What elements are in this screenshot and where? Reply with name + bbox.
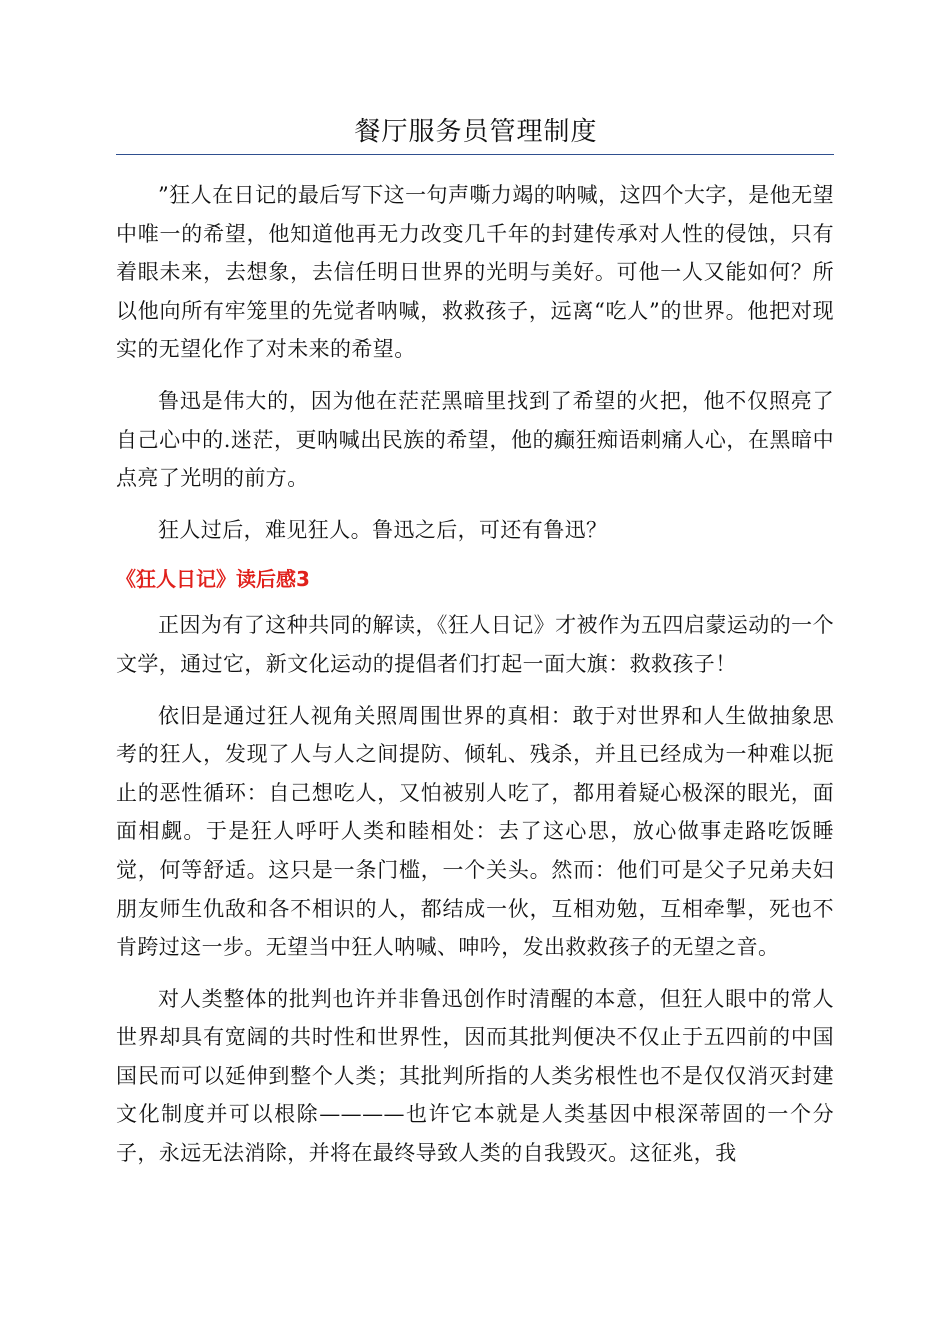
- paragraph-6: 对人类整体的批判也许并非鲁迅创作时清醒的本意，但狂人眼中的常人世界却具有宽阔的共时性和世界性，因而其批判便决不仅止于五四前的中国国民而可以延伸到整个人类；其批判所指的人类劣根性也不是仅仅消灭封建文化制度并可以根除————也许它本就是人类基因中根深蒂固的一个分子，永远无法消除，并将在最终导致人类的自我毁灭。这征兆，我: [116, 986, 834, 1166]
- paragraph-3: 狂人过后，难见狂人。鲁迅之后，可还有鲁迅？: [158, 517, 608, 542]
- page-title: 餐厅服务员管理制度: [354, 117, 598, 147]
- document-body: [116, 176, 834, 1186]
- paragraph-4: 正因为有了这种共同的解读，《狂人日记》才被作为五四启蒙运动的一个文学，通过它，新文化运动的提倡者们打起一面大旗：救救孩子！: [116, 613, 834, 676]
- section-heading: 《狂人日记》读后感3: [116, 567, 310, 592]
- paragraph-5: 依旧是通过狂人视角关照周围世界的真相：敢于对世界和人生做抽象思考的狂人，发现了人与人之间提防、倾轧、残杀，并且已经成为一种难以扼止的恶性循环：自己想吃人，又怕被别人吃了，都用着疑心极深的眼光，面面相觑。于是狂人呼吁人类和睦相处：去了这心思，放心做事走路吃饭睡觉，何等舒适。这只是一条门槛，一个关头。然而：他们可是父子兄弟夫妇朋友师生仇敌和各不相识的人，都结成一伙，互相劝勉，互相牵掣，死也不肯跨过这一步。无望当中狂人呐喊、呻吟，发出救救孩子的无望之音。: [116, 703, 834, 960]
- header-divider: [116, 154, 834, 155]
- paragraph-2: 鲁迅是伟大的，因为他在茫茫黑暗里找到了希望的火把，他不仅照亮了自己心中的.迷茫，更呐喊出民族的希望，他的癫狂痴语刺痛人心，在黑暗中点亮了光明的前方。: [116, 388, 834, 491]
- paragraph-1: ”狂人在日记的最后写下这一句声嘶力竭的呐喊，这四个大字，是他无望中唯一的希望，他知道他再无力改变几千年的封建传承对人性的侵蚀，只有着眼未来，去想象，去信任明日世界的光明与美好。可他一人又能如何？所以他向所有牢笼里的先觉者呐喊，救救孩子，远离“吃人”的世界。他把对现实的无望化作了对未来的希望。: [116, 183, 834, 362]
